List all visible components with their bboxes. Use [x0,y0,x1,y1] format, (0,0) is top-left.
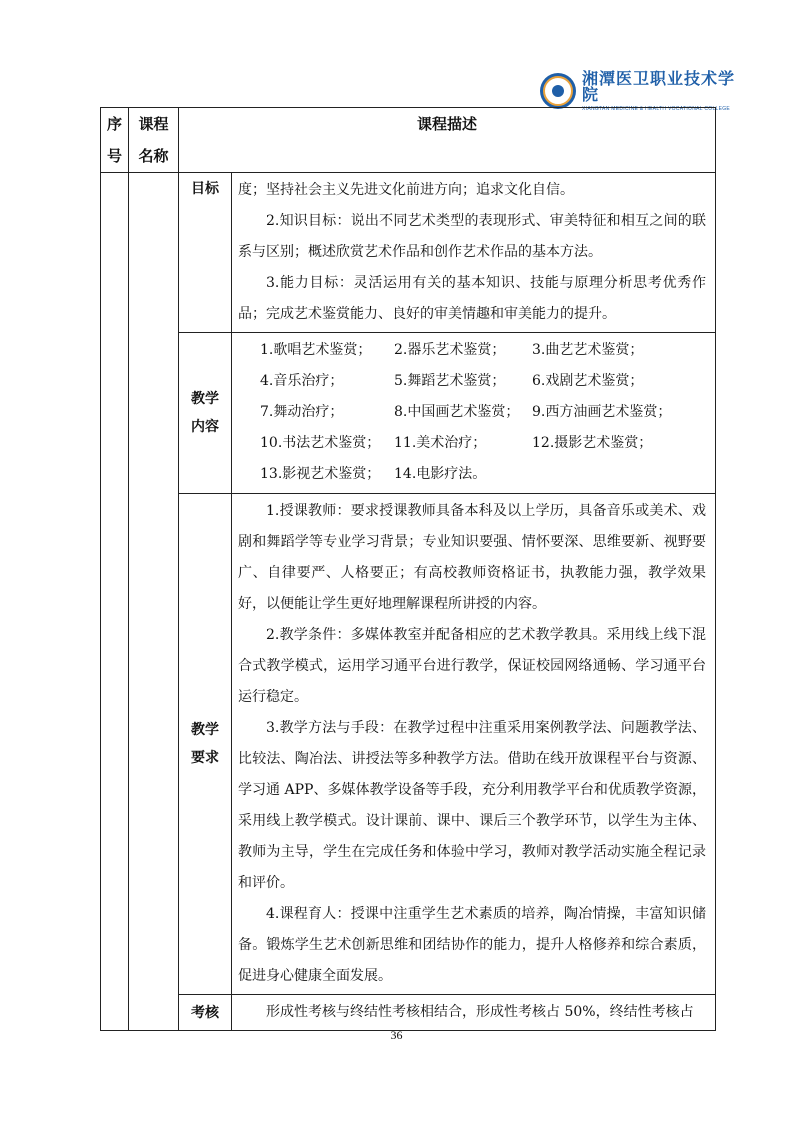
college-logo [540,68,750,112]
goal-line-1: 度；坚持社会主义先进文化前进方向；追求文化自信。 [238,182,574,198]
content-item: 8.中国画艺术鉴赏； [394,404,520,420]
content-item: 1.歌唱艺术鉴赏； [260,342,372,358]
content-item: 4.音乐治疗； [260,373,344,389]
goal-line-2: 2.知识目标：说出不同艺术类型的表现形式、审美特征和相互之间的联系与区别；概述欣赏艺术作品和创作艺术作品的基本方法。 [238,213,707,260]
assessment-text: 形成性考核与终结性考核相结合，形成性考核占 50%，终结性考核占 [266,1004,694,1020]
cell-name-empty [129,173,179,1031]
content-item: 12.摄影艺术鉴赏； [532,435,653,451]
label-assessment: 考核 [179,995,232,1031]
content-list [232,333,716,494]
content-items-grid [232,335,706,490]
page-number: 36 [390,1028,403,1042]
content-item: 3.曲艺艺术鉴赏； [532,342,644,358]
cell-no-empty [101,173,129,1031]
table-row-goal [101,173,716,333]
course-table [100,107,716,1031]
content-item: 9.西方油画艺术鉴赏； [532,404,672,420]
content-item: 2.器乐艺术鉴赏； [394,342,506,358]
table-row-content [101,333,716,494]
table-header-row [101,108,716,173]
college-seal-icon [540,73,576,109]
goal-content [232,173,716,333]
header-no: 序 号 [101,108,129,173]
requirement-paragraph: 1.授课教师：要求授课教师具备本科及以上学历，具备音乐或美术、戏剧和舞蹈学等专业学习背景；专业知识要强、情怀要深、思维要新、视野要广、自律要严、人格要正；有高校教师资格证书，执教能力强，教学效果好，以便能让学生更好地理解课程所讲授的内容。 [238,503,707,612]
header-course-name: 课程 名称 [129,108,179,173]
table-row-requirements [101,494,716,995]
requirement-paragraph: 2.教学条件：多媒体教室并配备相应的艺术教学教具。采用线上线下混合式教学模式，运用学习通平台进行教学，保证校园网络通畅、学习通平台运行稳定。 [238,627,707,705]
label-goal: 目标 [179,173,232,333]
header-course-description: 课程描述 [179,108,716,173]
table-row-assessment [101,995,716,1031]
content-item: 14.电影疗法。 [394,466,487,482]
college-name-cn: 湘潭医卫职业技术学院 [582,68,736,104]
content-item: 13.影视艺术鉴赏； [260,466,381,482]
content-item: 5.舞蹈艺术鉴赏； [394,373,506,389]
content-item: 6.戏剧艺术鉴赏； [532,373,644,389]
requirement-paragraph: 3.教学方法与手段：在教学过程中注重采用案例教学法、问题教学法、比较法、陶冶法、讲授法等多种教学方法。借助在线开放课程平台与资源、学习通 APP、多媒体教学设备等手段，充分利用教学平台和优质教学资源，采用线上教学模式。设计课前、课中、课后三个教学环节，以学生为主体、教师为主导，学生在完成任务和体验中学习，教师对教学活动实施全程记录和评价。 [238,720,707,891]
label-requirements: 教学 要求 [179,494,232,995]
requirements-content [232,494,716,995]
college-name-en: XIANGTAN MEDICINE & HEALTH VOCATIONAL COLLEGE [582,105,731,112]
requirement-paragraph: 4.课程育人：授课中注重学生艺术素质的培养，陶冶情操，丰富知识储备。锻炼学生艺术创新思维和团结协作的能力，提升人格修养和综合素质，促进身心健康全面发展。 [238,906,707,984]
content-item: 11.美术治疗； [394,435,487,451]
assessment-content [232,995,716,1031]
content-item: 10.书法艺术鉴赏； [260,435,381,451]
content-item: 7.舞动治疗； [260,404,344,420]
label-content: 教学 内容 [179,333,232,494]
goal-line-3: 3.能力目标：灵活运用有关的基本知识、技能与原理分析思考优秀作品；完成艺术鉴赏能力、良好的审美情趣和审美能力的提升。 [238,275,707,322]
